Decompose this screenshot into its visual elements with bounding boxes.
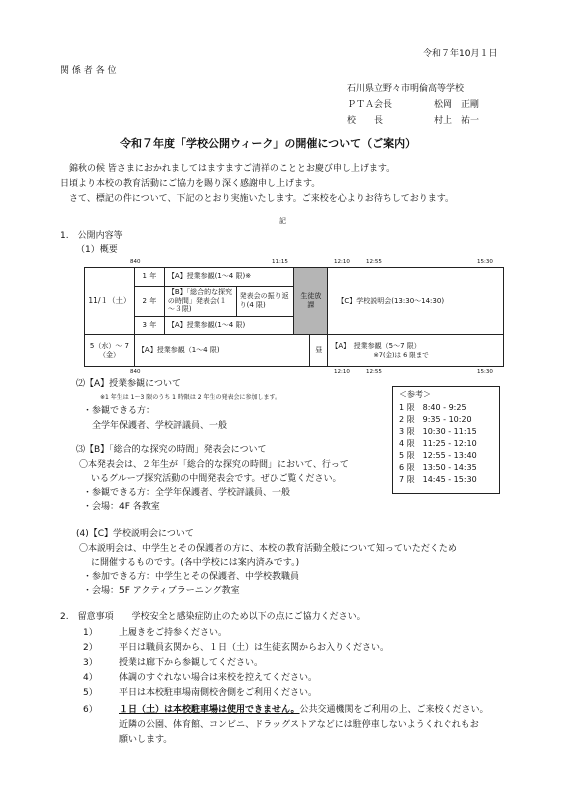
reference-title: ＜参考＞ bbox=[399, 390, 431, 399]
greeting-line: 錦秋の候 皆さまにおかれましてはますますご清祥のこととお慶び申し上げます。 bbox=[69, 164, 396, 174]
page-title: 令和７年度「学校公開ウィーク」の開催について（ご案内） bbox=[120, 137, 417, 150]
pta-name: 松岡 正剛 bbox=[434, 100, 480, 110]
section1-heading: 1. 公開内容等 bbox=[60, 231, 123, 241]
section1-sub: （1）概要 bbox=[76, 245, 118, 255]
time-label: 11:15 bbox=[272, 259, 288, 265]
school-name: 石川県立野々市明倫高等学校 bbox=[347, 84, 465, 94]
note-number: 4） bbox=[83, 673, 98, 683]
section2-heading: 2. 留意事項 学校安全と感染症防止のため以下の点にご協力ください。 bbox=[60, 612, 366, 622]
time-label: 12:55 bbox=[366, 259, 382, 265]
schedule-table bbox=[84, 267, 504, 367]
part4-line: 〇本説明会は、中学生とその保護者の方に、本校の教育活動全般について知っていただくため bbox=[79, 544, 457, 554]
time-label: 840 bbox=[130, 259, 141, 265]
part4-venue: ・会場：5F アクティブラーニング教室 bbox=[83, 586, 240, 596]
note-item-continued: 願いします。 bbox=[119, 735, 173, 745]
afternoon-note: ※7(金)は 6 限まで bbox=[373, 350, 429, 359]
note-number: 2） bbox=[83, 643, 98, 653]
note-number: 1） bbox=[83, 628, 98, 638]
period-row: 2 限 9:35 - 10:20 bbox=[399, 415, 472, 424]
note-item: 体調のすぐれない場合は来校を控えてください。 bbox=[119, 673, 318, 683]
part4-who: ・参加できる方：中学生とその保護者、中学校教職員 bbox=[83, 572, 300, 582]
time-label: 12:55 bbox=[366, 369, 382, 375]
parking-warning: １日（土）は本校駐車場は使用できません。 bbox=[119, 705, 300, 715]
period-row: 5 限 12:55 - 13:40 bbox=[399, 451, 477, 460]
note-number: 6） bbox=[83, 705, 98, 715]
reference-box bbox=[392, 386, 500, 494]
grade-3: 3 年 bbox=[134, 316, 164, 335]
part3-venue: ・会場：4F 各教室 bbox=[83, 502, 160, 512]
day-saturday: 11/１（土） bbox=[85, 268, 135, 335]
time-label: 840 bbox=[130, 369, 141, 375]
period-row: 7 限 14:45 - 15:30 bbox=[399, 475, 477, 484]
note-number: 3） bbox=[83, 658, 98, 668]
grade2-review: 発表会の振り返り(4 限) bbox=[236, 286, 294, 316]
part2-heading: ⑵【A】授業参観について bbox=[76, 379, 181, 389]
note-item: 平日は本校駐車場南側校舎側をご利用ください。 bbox=[119, 688, 318, 698]
part3-who: ・参観できる方：全学年保護者、学校評議員、一般 bbox=[83, 488, 291, 498]
issue-date: 令和７年10月１日 bbox=[423, 49, 498, 59]
part4-heading: (4)【C】学校説明会について bbox=[76, 529, 194, 539]
part3-heading: ⑶【B】「総合的な探究の時間」発表会について bbox=[76, 445, 267, 455]
time-label: 15:30 bbox=[477, 369, 493, 375]
student-dismissal: 生徒放課 bbox=[294, 268, 328, 335]
grade3-observation: 【A】授業参観(1～4 限) bbox=[164, 316, 294, 335]
grade-2: 2 年 bbox=[134, 286, 164, 316]
greeting-line: 日頃より本校の教育活動にご協力を賜り深く感謝申し上げます。 bbox=[60, 179, 321, 189]
period-row: 3 限 10:30 - 11:15 bbox=[399, 427, 477, 436]
period-row: 1 限 8:40 - 9:25 bbox=[399, 403, 467, 412]
time-label: 15:30 bbox=[477, 259, 493, 265]
note-item: 平日は職員玄関から、１日（土）は生徒玄関からお入りください。 bbox=[119, 643, 390, 653]
grade2-presentation: 【B】「総合的な探究の時間」発表会(１～３限) bbox=[164, 286, 236, 316]
note-item: 授業は廊下から参観してください。 bbox=[119, 658, 264, 668]
period-row: 6 限 13:50 - 14:35 bbox=[399, 463, 477, 472]
school-briefing: 【C】学校説明会(13:30～14:30) bbox=[328, 268, 504, 335]
part2-who-label: ・参観できる方： bbox=[83, 406, 156, 416]
time-label: 12:10 bbox=[334, 259, 350, 265]
day-weekdays: 5（水）～ 7（金） bbox=[85, 335, 135, 367]
grade1-observation: 【A】授業参観(1～4 限)※ bbox=[164, 268, 294, 287]
greeting-line: さて、標記の件について、下記のとおり実施いたします。ご来校を心よりお待ちしております。 bbox=[69, 194, 455, 204]
note-item-continued: 近隣の公園、体育館、コンビニ、ドラッグストアなどには駐停車しないようくれぐれもお bbox=[119, 720, 479, 730]
weekday-afternoon-observation: 【A】 授業参観（5～7 限） ※7(金)は 6 限まで bbox=[328, 335, 504, 367]
grade-1: 1 年 bbox=[134, 268, 164, 287]
time-label: 12:10 bbox=[334, 369, 350, 375]
principal-title: 校 長 bbox=[347, 116, 384, 126]
period-row: 4 限 11:25 - 12:10 bbox=[399, 439, 477, 448]
ki-mark: 記 bbox=[279, 217, 286, 225]
note-item: 上履きをご持参ください。 bbox=[119, 628, 228, 638]
parking-note-rest: 公共交通機関をご利用の上、ご来校ください。 bbox=[299, 705, 489, 715]
pta-title: ＰＴＡ会長 bbox=[347, 100, 393, 110]
part2-who: 全学年保護者、学校評議員、一般 bbox=[92, 421, 228, 431]
note-number: 5） bbox=[83, 688, 98, 698]
principal-name: 村上 祐一 bbox=[434, 116, 480, 126]
weekday-morning-observation: 【A】授業参観（1～4 限) bbox=[134, 335, 309, 367]
part3-line: 〇本発表会は、２年生が「総合的な探究の時間」において、行って bbox=[79, 460, 349, 470]
part3-line: いるグループ探究活動の中間発表会です。ぜひご覧ください。 bbox=[91, 474, 342, 484]
recipient: 関 係 者 各 位 bbox=[60, 66, 117, 76]
part2-note: ※1 年生は 1～3 限のうち 1 時限は 2 年生の発表会に参加します。 bbox=[100, 394, 281, 401]
part4-line: に開催するものです。(各中学校には案内済みです。) bbox=[91, 558, 300, 568]
lunch-break: 昼 bbox=[310, 335, 328, 367]
note-item bbox=[119, 706, 489, 715]
